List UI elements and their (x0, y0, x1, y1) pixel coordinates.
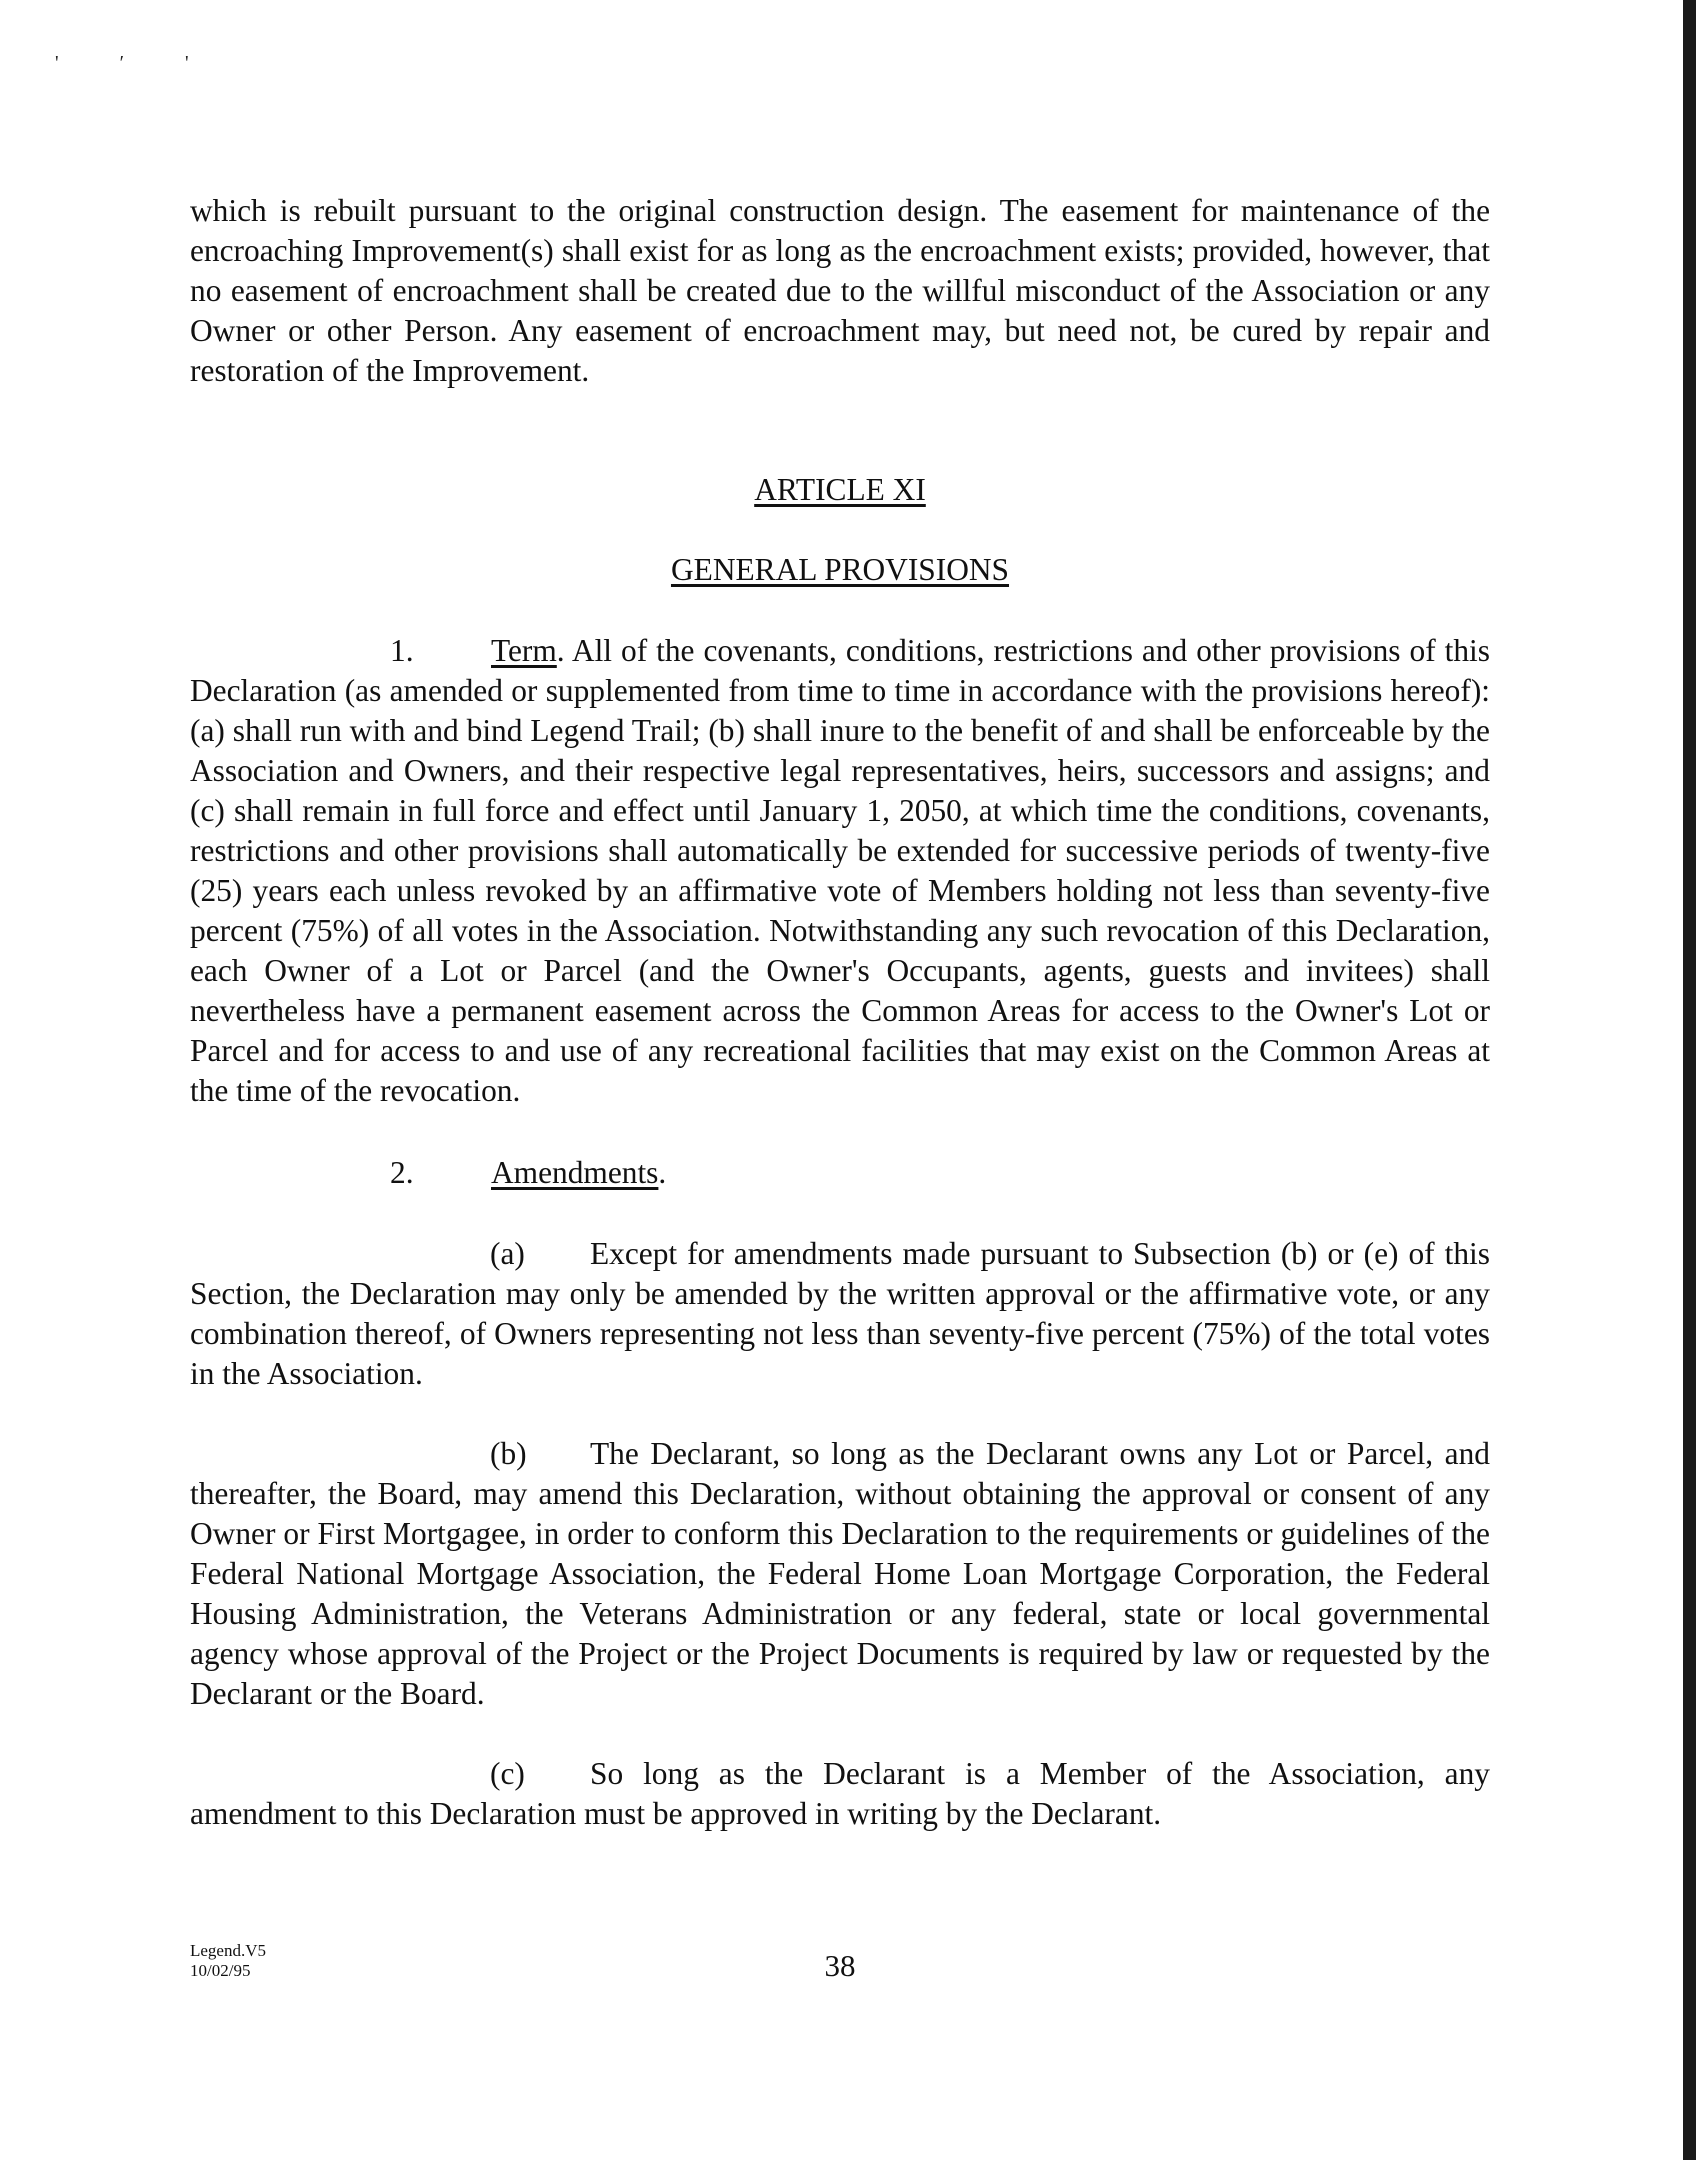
subsection-b-text: The Declarant, so long as the Declarant owns any Lot or Parcel, and thereafter, the Board, may amend this Declaration, without obtaining the approval or consent of any Owner or First Mortgagee, in order to conform this Declaration to the requirements or guidelines of the Federal National Mortgage Association, the Federal Home Loan Mortgage Corporation, the Federal Housing Administration, the Veterans Administration or any federal, state or local governmental agency whose approval of the Project or the Project Documents is required by law or requested by the Declarant or the Board. (190, 1436, 1490, 1711)
subsection-c-label: (c) (490, 1756, 525, 1791)
scan-specks: ' ′ ' (55, 52, 217, 74)
intro-paragraph: which is rebuilt pursuant to the original construction design. The easement for maintenance of the encroaching Improvement(s) shall exist for as long as the encroachment exists; provided, however, that no easement of encroachment shall be created due to the willful misconduct of the Association or any Owner or other Person. Any easement of encroachment may, but need not, be cured by repair and restoration of the Improvement. (190, 193, 1490, 388)
section-amendments-number: 2. (390, 1155, 414, 1190)
subsection-b-label: (b) (490, 1436, 527, 1471)
footer-doc-name: Legend.V5 (190, 1941, 267, 1960)
subsection-b (190, 1434, 1490, 1714)
subsection-c-text: So long as the Declarant is a Member of the Association, any amendment to this Declaration must be approved in writing by the Declarant. (190, 1756, 1490, 1831)
subsection-c (190, 1754, 1490, 1834)
section-amendments-title: Amendments (491, 1155, 659, 1190)
article-title-text: GENERAL PROVISIONS (670, 552, 1010, 587)
section-term-text: . All of the covenants, conditions, restrictions and other provisions of this Declaration (as amended or supplemented from time to time in accordance with the provisions hereof): (a) shall run with and bind Legend Trail; (b) shall inure to the benefit of and shall be enforceable by the Association and Owners, and their respective legal representatives, heirs, successors and assigns; and (c) shall remain in full force and effect until January 1, 2050, at which time the conditions, covenants, restrictions and other provisions shall automatically be extended for successive periods of twenty-five (25) years each unless revoked by an affirmative vote of Members holding not less than seventy-five percent (75%) of all votes in the Association. Notwithstanding any such revocation of this Declaration, each Owner of a Lot or Parcel (and the Owner's Occupants, agents, guests and invitees) shall nevertheless have a permanent easement across the Common Areas for access to the Owner's Lot or Parcel and for access to and use of any recreational facilities that may exist on the Common Areas at the time of the revocation. (190, 633, 1490, 1108)
subsection-a-label: (a) (490, 1236, 525, 1271)
footer-doc-date: 10/02/95 (190, 1961, 251, 1980)
section-amendments-heading (190, 1153, 1490, 1193)
section-amendments-title-suffix: . (658, 1155, 667, 1190)
article-title (190, 550, 1490, 590)
subsection-a (190, 1234, 1490, 1394)
footer-doc-code (190, 1941, 266, 1981)
intro-paragraph-block (190, 191, 1490, 391)
page-number: 38 (824, 1948, 856, 1983)
scan-edge-shadow (1683, 0, 1696, 2160)
section-term-paragraph (190, 631, 1490, 1111)
section-term (190, 631, 1490, 1111)
subsection-a-text: Except for amendments made pursuant to Subsection (b) or (e) of this Section, the Declaration may only be amended by the written approval or the affirmative vote, or any combination thereof, of Owners representing not less than seventy-five percent (75%) of the total votes in the Association. (190, 1236, 1490, 1391)
section-term-number: 1. (390, 633, 414, 668)
article-number: ARTICLE XI (754, 472, 926, 507)
article-heading (190, 470, 1490, 510)
section-term-title: Term (491, 633, 557, 668)
